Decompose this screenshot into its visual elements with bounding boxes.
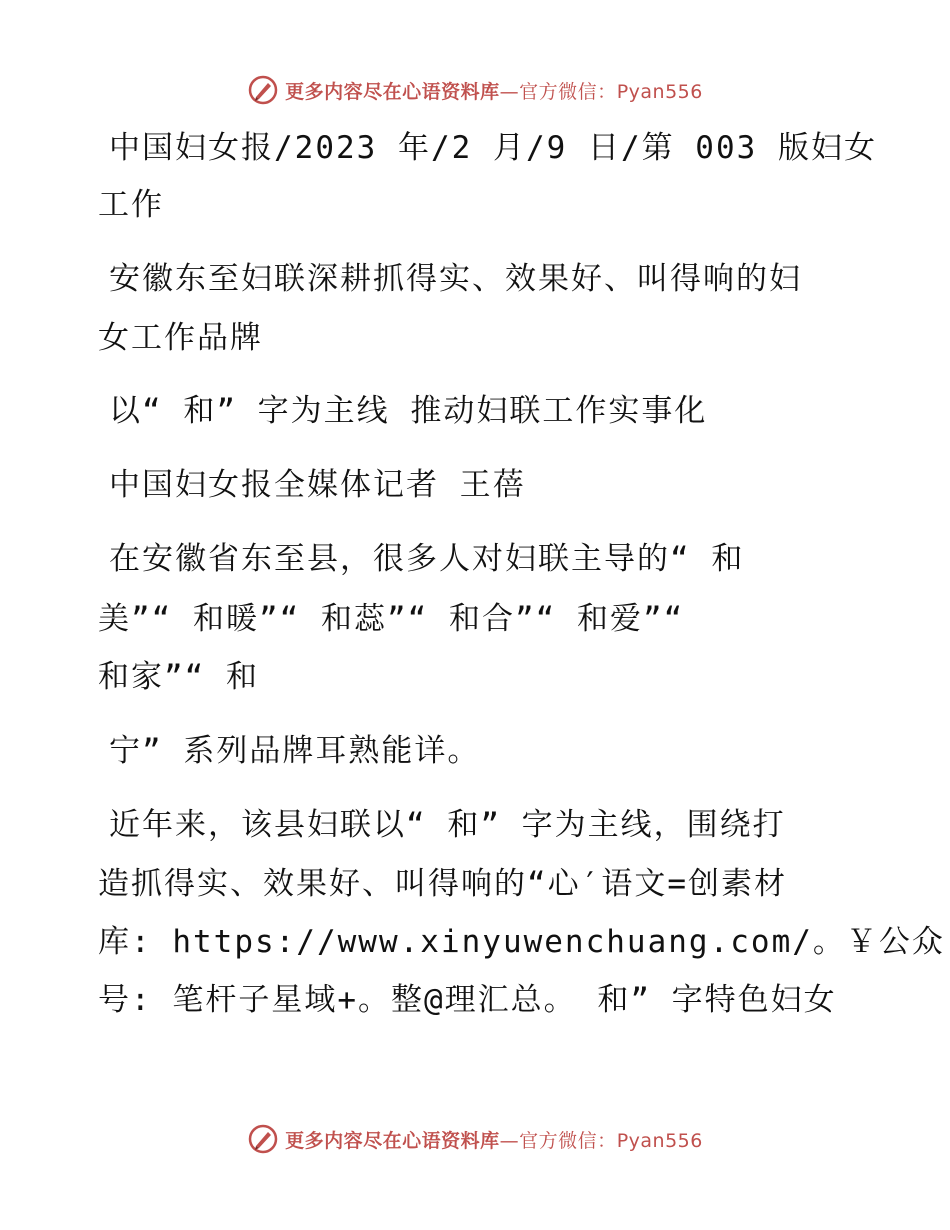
source-line-2: 工作 bbox=[98, 187, 164, 223]
paragraph-1-line-2: 美”“ 和暖”“ 和蕊”“ 和合”“ 和爱”“ bbox=[98, 601, 685, 637]
paragraph-2-line-1: 近年来，该县妇联以“ 和” 字为主线，围绕打 bbox=[109, 807, 786, 843]
paragraph-1-line-3: 和家”“ 和 bbox=[98, 659, 259, 695]
paragraph-1-line-1: 在安徽省东至县，很多人对妇联主导的“ 和 bbox=[109, 541, 745, 577]
pen-circle-icon bbox=[247, 74, 279, 106]
watermark-wechat-label: 官方微信： bbox=[519, 80, 617, 103]
watermark-separator: — bbox=[499, 1129, 520, 1152]
watermark-wechat-id: Pyan556 bbox=[616, 1129, 703, 1152]
pen-circle-icon bbox=[247, 1123, 279, 1155]
paragraph-2-line-4: 号: 笔杆子星域+。整@理汇总。 和” 字特色妇女 bbox=[98, 982, 837, 1018]
watermark-header bbox=[0, 70, 950, 110]
subheadline: 以“ 和” 字为主线 推动妇联工作实事化 bbox=[109, 393, 708, 429]
byline: 中国妇女报全媒体记者 王蓓 bbox=[109, 467, 526, 503]
paragraph-2-line-2: 造抓得实、效果好、叫得响的“心′语文=创素材 bbox=[98, 866, 787, 902]
paragraph-2-line-3: 库: https://www.xinyuwenchuang.com/。￥公众 bbox=[98, 924, 945, 960]
paragraph-1-line-4: 宁” 系列品牌耳熟能详。 bbox=[109, 733, 481, 769]
watermark-separator: — bbox=[499, 80, 520, 103]
source-line-1: 中国妇女报/2023 年/2 月/9 日/第 003 版妇女 bbox=[109, 130, 877, 166]
watermark-wechat-id: Pyan556 bbox=[616, 80, 703, 103]
watermark-main-text: 更多内容尽在心语资料库 bbox=[285, 1129, 500, 1152]
headline-line-2: 女工作品牌 bbox=[98, 320, 263, 356]
watermark-wechat-label: 官方微信： bbox=[519, 1129, 617, 1152]
headline-line-1: 安徽东至妇联深耕抓得实、效果好、叫得响的妇 bbox=[109, 261, 802, 297]
watermark-main-text: 更多内容尽在心语资料库 bbox=[285, 80, 500, 103]
watermark-footer bbox=[0, 1119, 950, 1159]
